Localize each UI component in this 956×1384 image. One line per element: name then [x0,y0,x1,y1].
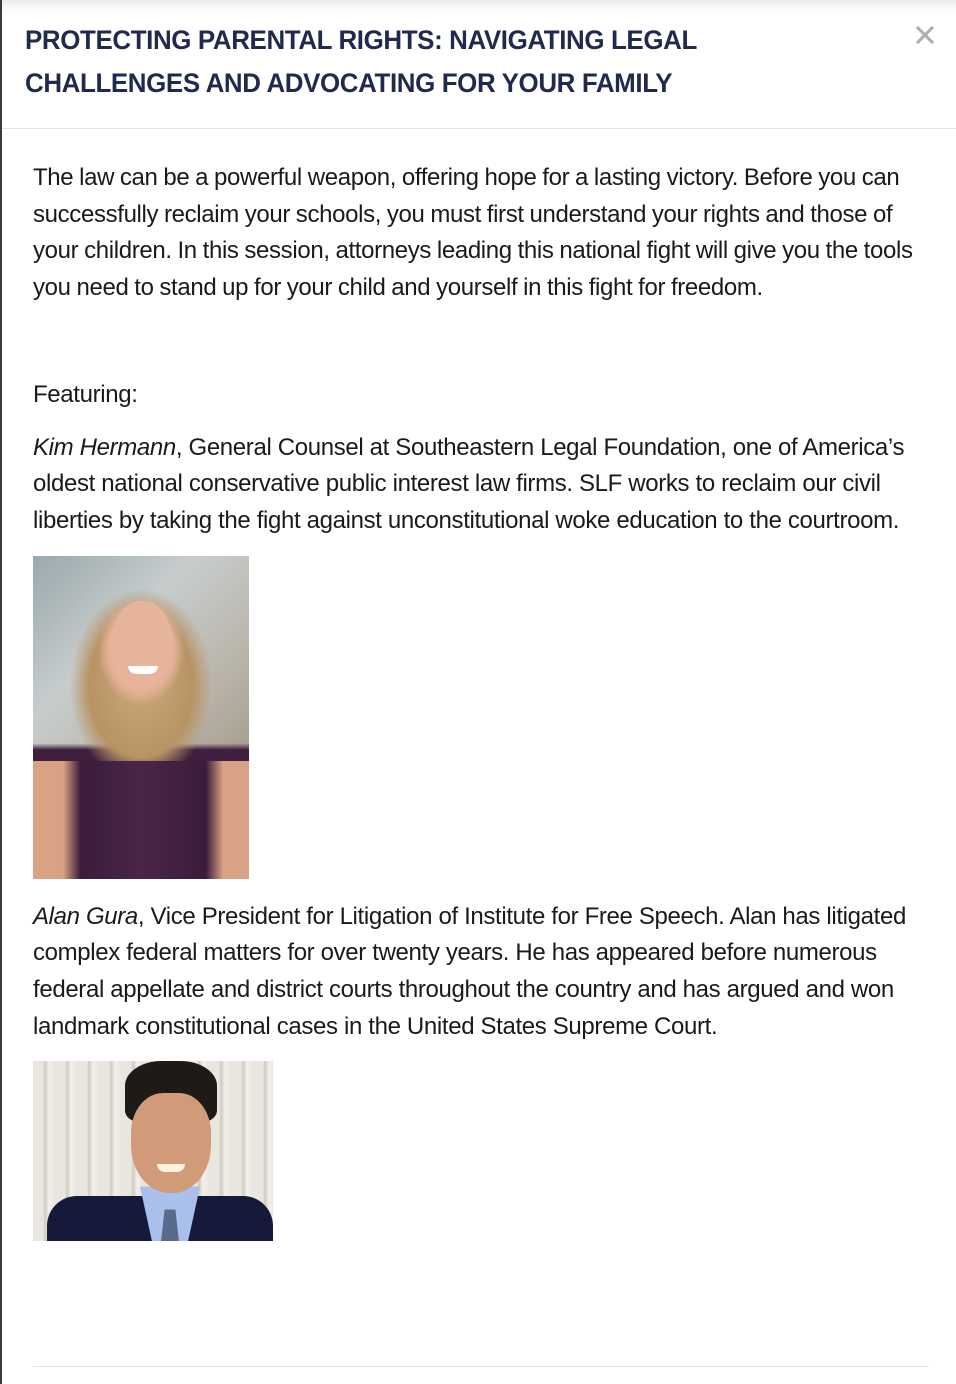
session-description: The law can be a powerful weapon, offering hope for a lasting victory. Before you can successfully reclaim your schools, you must first understand your rights and those of your children. In this session, attorneys leading this national fight will give you the tools you need to stand up for your child and yourself in this fight for freedom. [33,164,913,302]
speaker-description: , Vice President for Litigation of Institute for Free Speech. Alan has litigated complex federal matters for over twenty years. He has appeared before numerous federal appellate and district courts throughout the country and has argued and won landmark constitutional cases in the United States Supreme Court. [33,902,906,1040]
speaker-photo-kim-hermann [33,556,249,879]
speaker-name: Kim Hermann [33,433,176,461]
footer-divider [33,1366,929,1367]
speaker-description: , General Counsel at Southeastern Legal Foundation, one of America’s oldest national conservative public interest law firms. SLF works to reclaim our civil liberties by taking the fight against unconstitutional woke education to the courtroom. [33,433,905,534]
featuring-label: Featuring: [33,380,138,408]
speaker-bio-kim-hermann [33,430,929,540]
modal-header [2,0,956,129]
spacer [33,307,929,377]
session-detail-modal [2,0,956,1384]
modal-body [33,160,929,1261]
close-button[interactable] [910,20,940,50]
modal-title: PROTECTING PARENTAL RIGHTS: NAVIGATING LEGAL CHALLENGES AND ADVOCATING FOR YOUR FAMILY [25,25,697,98]
speaker-photo-alan-gura [33,1061,273,1241]
speaker-name: Alan Gura [33,902,138,930]
close-icon [916,26,934,44]
speaker-bio-alan-gura [33,899,929,1046]
